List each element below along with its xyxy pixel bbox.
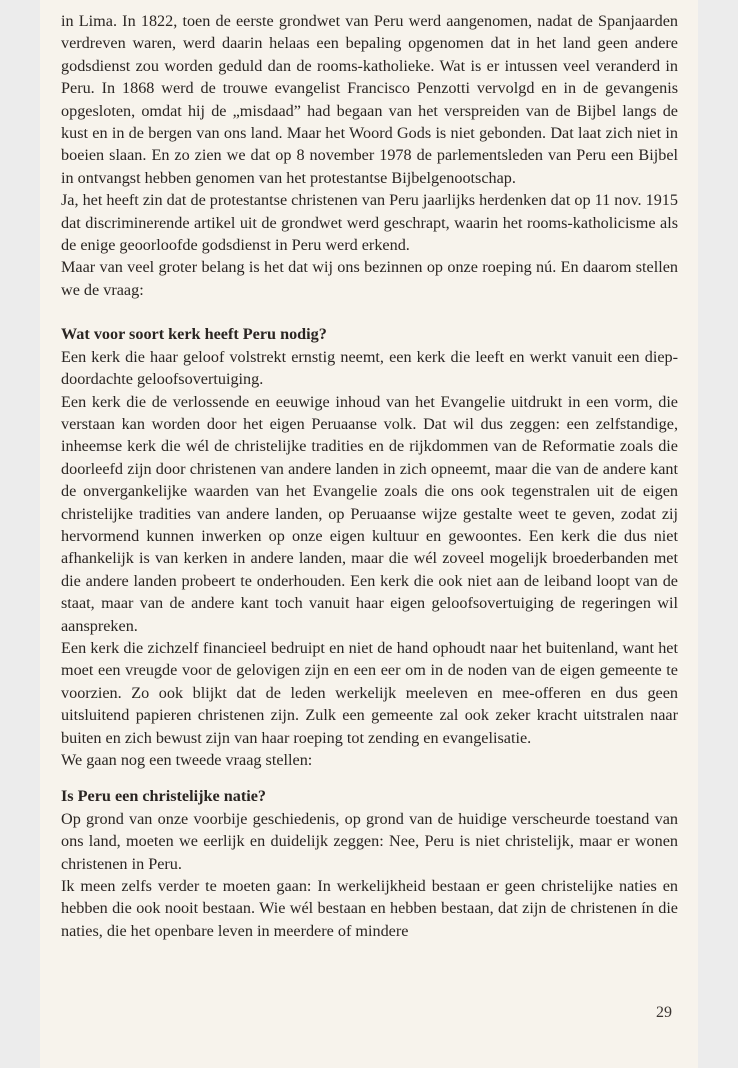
paragraph: We gaan nog een tweede vraag stellen:	[61, 751, 313, 769]
page-number: 29	[656, 1004, 672, 1021]
paragraph: Ja, het heeft zin dat de protestantse christenen van Peru jaarlijks herdenken dat op 11 nov. 1915 dat discriminerende artikel uit de grondwet werd geschrapt, waarin het rooms-katholicisme als de enige geoorloofde godsdienst in Peru werd erkend.	[61, 191, 678, 255]
paragraph: Op grond van onze voorbije geschiedenis, op grond van de huidige verscheurde toestand van ons land, moeten we eerlijk en duidelijk zeggen: Nee, Peru is niet christelijk, maar er wonen christenen in Peru.	[61, 809, 678, 873]
paragraph: in Lima. In 1822, toen de eerste grondwet van Peru werd aangenomen, nadat de Spanjaarden verdreven waren, werd daarin helaas een bepaling opgenomen dat in het land geen andere godsdienst zou worden geduld dan de rooms-katholieke. Wat is er intussen veel veranderd in Peru. In 1868 werd de trouwe evangelist Francisco Penzotti vervolgd en in de gevangenis opgesloten, omdat hij de „misdaad” had begaan van het verspreiden van de Bijbel langs de kust en in de bergen van ons land. Maar het Woord Gods is niet gebonden. Dat laat zich niet in boeien slaan. En zo zien we dat op 8 november 1978 de parlementsleden van Peru een Bijbel in ontvangst hebben genomen van het protestantse Bijbelgenootschap.	[61, 12, 678, 187]
section-heading-kerk: Wat voor soort kerk heeft Peru nodig?	[61, 325, 327, 344]
body-text	[61, 10, 678, 942]
section-heading-natie: Is Peru een christelijke natie?	[61, 787, 266, 806]
paragraph: Een kerk die haar geloof volstrekt ernstig neemt, een kerk die leeft en werkt vanuit een diep-doordachte geloofsovertuiging.	[61, 347, 678, 389]
book-page	[40, 0, 698, 1068]
paragraph: Een kerk die de verlossende en eeuwige inhoud van het Evangelie uitdrukt in een vorm, die verstaan kan worden door het eigen Peruaanse volk. Dat wil dus zeggen: een zelfstandige, inheemse kerk die wél de christelijke tradities en de rijkdommen van de Reformatie zoals die doorleefd zijn door christenen van andere landen in zich opneemt, maar die van de andere kant de onvergankelijke waarden van het Evangelie zoals die ons ook tegenstralen uit de eigen christelijke tradities van andere landen, op Peruaanse wijze gestalte weet te geven, zodat zij hervormend kunnen inwerken op onze eigen kultuur en gewoontes. Een kerk die dus niet afhankelijk is van kerken in andere landen, maar die wél zoveel mogelijk broederbanden met die andere landen probeert te onderhouden. Een kerk die ook niet aan de leiband loopt van de staat, maar van de andere kant toch vanuit haar eigen geloofsovertuiging de regeringen wil aanspreken.	[61, 392, 678, 635]
paragraph: Maar van veel groter belang is het dat wij ons bezinnen op onze roeping nú. En daarom stellen we de vraag:	[61, 258, 678, 299]
paragraph: Een kerk die zichzelf financieel bedruipt en niet de hand ophoudt naar het buitenland, want het moet een vreugde voor de gelovigen zijn en een eer om in de noden van de eigen gemeente te voorzien. Zo ook blijkt dat de leden werkelijk meeleven en mee-offeren en dus geen uitsluitend papieren christenen zijn. Zulk een gemeente zal ook zeker kracht uitstralen naar buiten en zich bewust zijn van haar roeping tot zending en evangelisatie.	[61, 638, 678, 747]
paragraph: Ik meen zelfs verder te moeten gaan: In werkelijkheid bestaan er geen christelijke naties en hebben die ook nooit bestaan. Wie wél bestaan en hebben bestaan, dat zijn de christenen ín die naties, die het openbare leven in meerdere of mindere	[61, 877, 678, 940]
